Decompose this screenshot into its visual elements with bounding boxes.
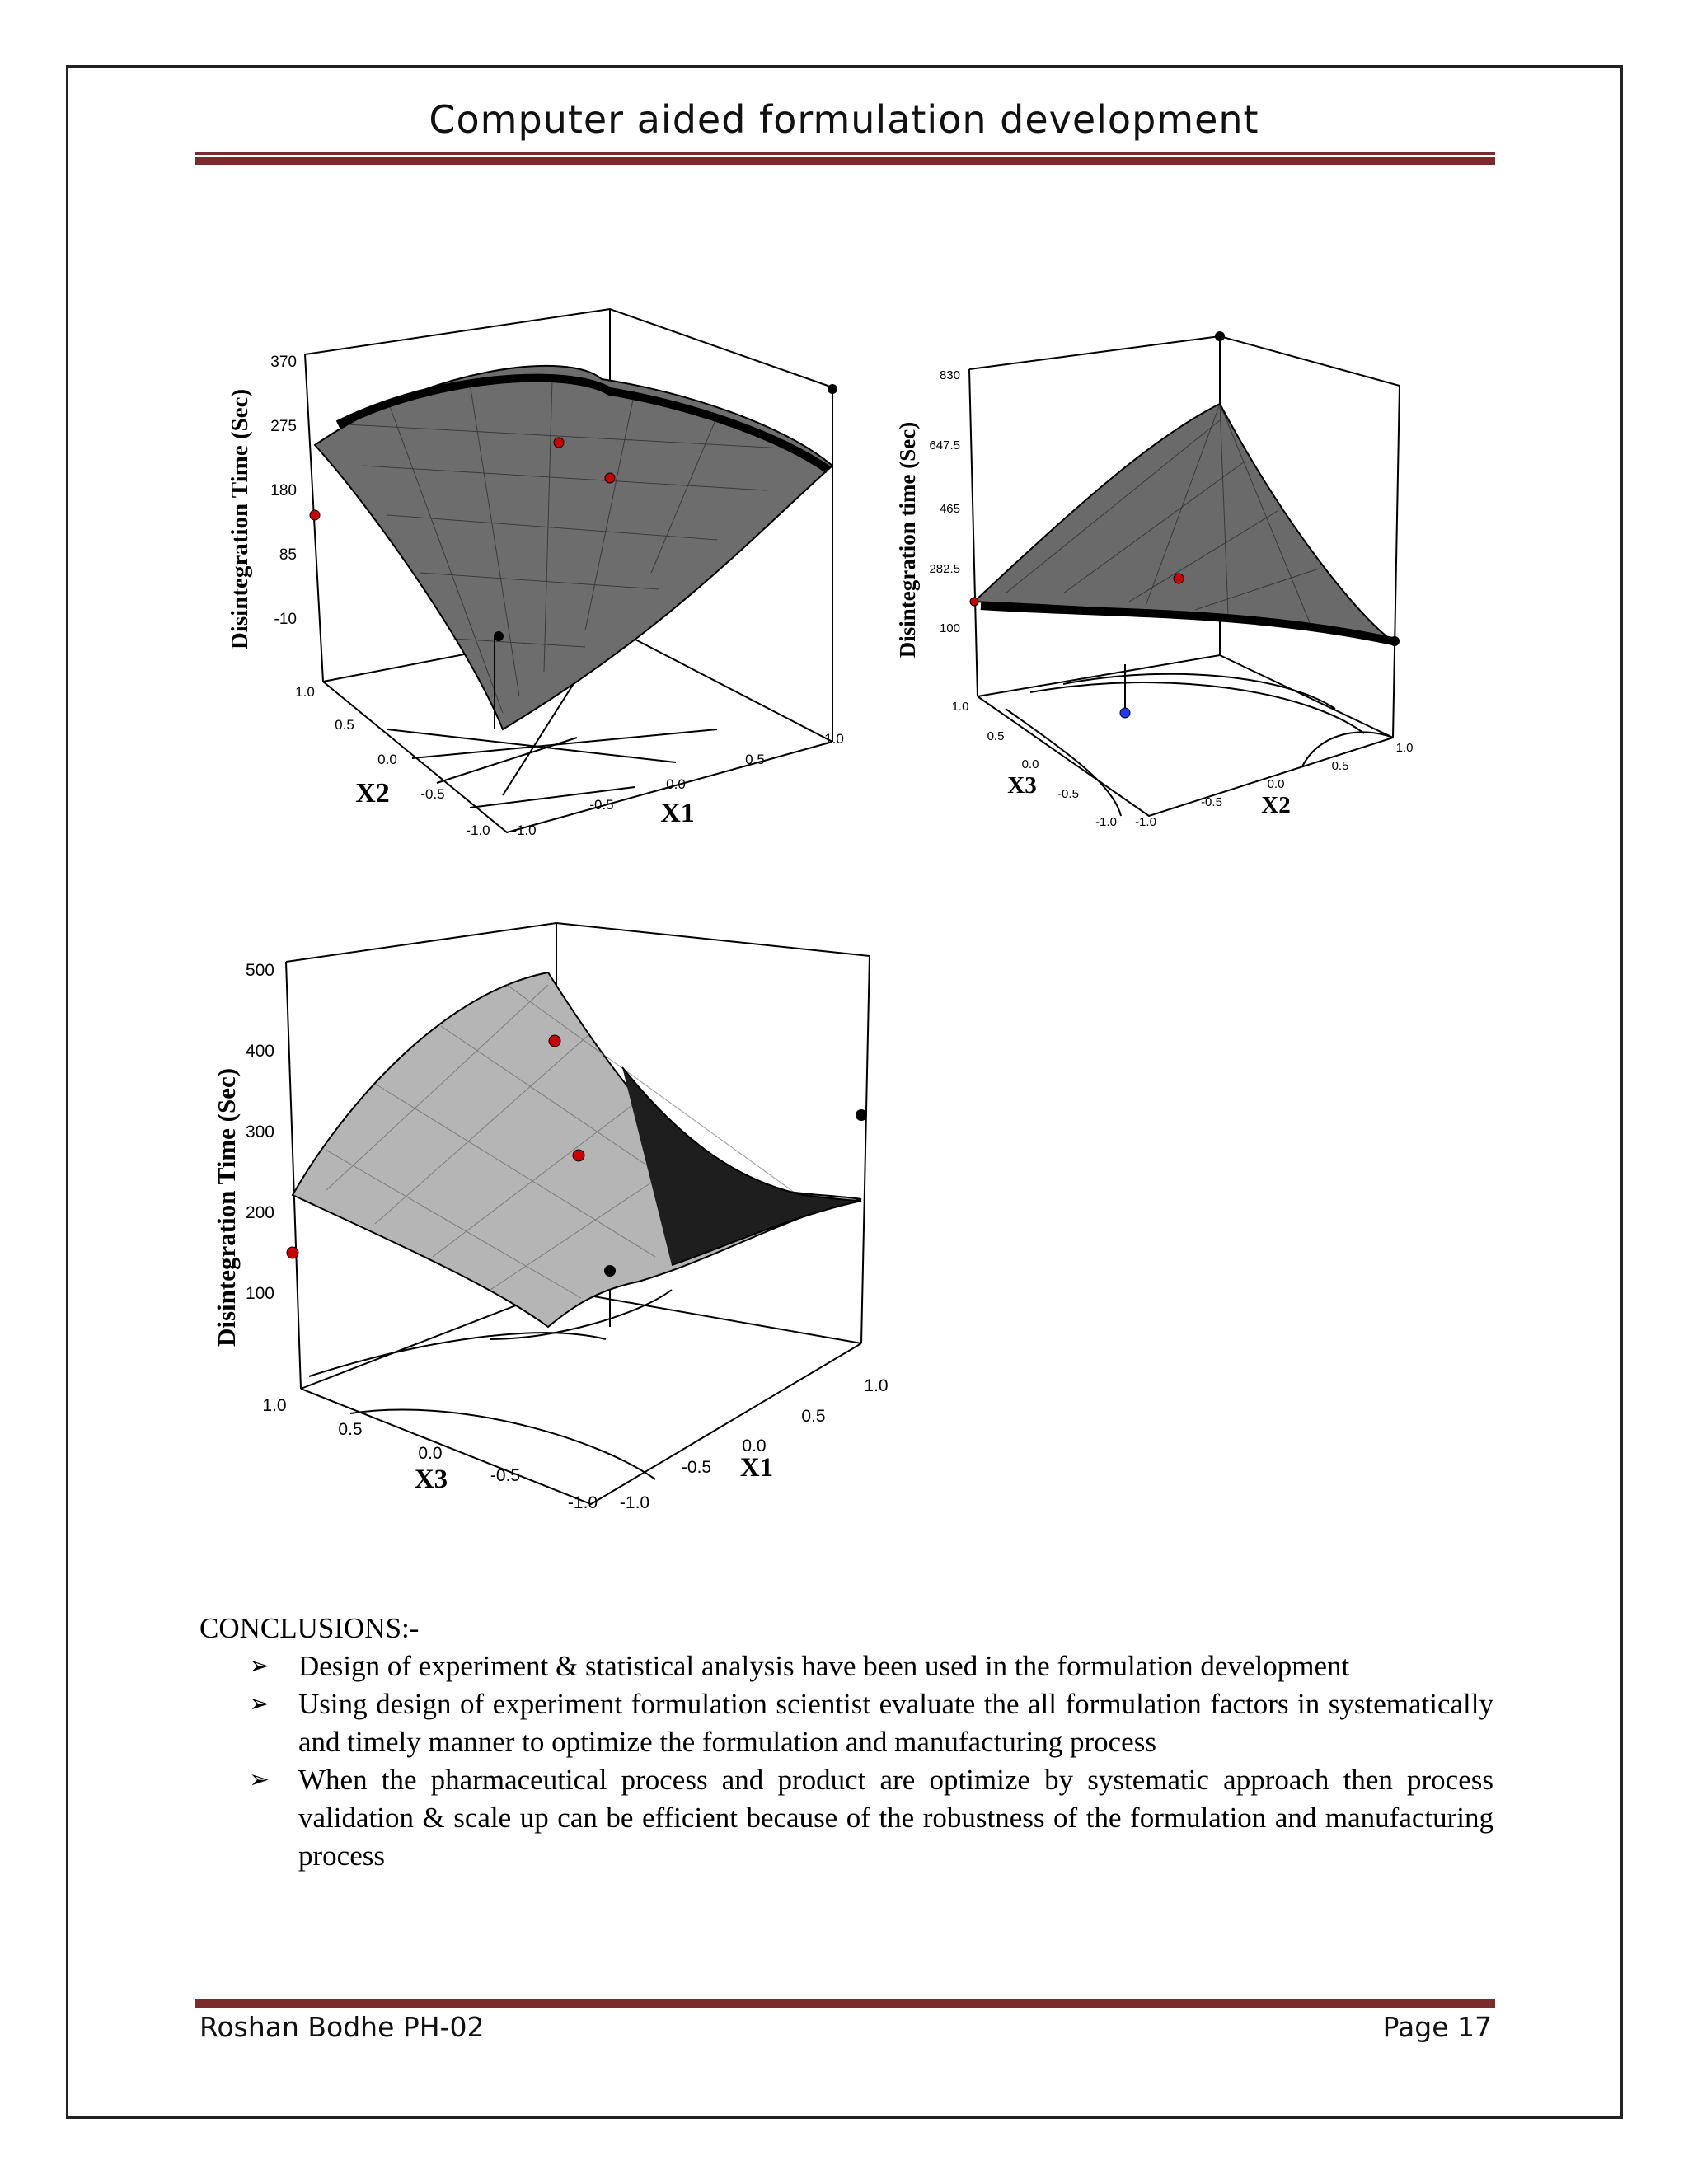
fig2-right-tick: 0.0 (1267, 777, 1285, 791)
fig3-left-tick: -0.5 (490, 1466, 521, 1485)
fig1-right-tick: 1.0 (824, 731, 844, 747)
fig2-z-axis-label: Disintegration time (Sec) (895, 421, 920, 658)
figure-3-canvas (210, 911, 911, 1529)
fig3-z-axis-label: Disintegration Time (Sec) (212, 1067, 241, 1347)
fig2-left-tick: 1.0 (951, 700, 969, 714)
fig1-z-tick: 275 (270, 418, 297, 435)
fig3-z-tick: 300 (245, 1122, 274, 1141)
arrow-bullet-icon: ➢ (249, 1765, 270, 1794)
conclusions-section (199, 1610, 1493, 1875)
fig3-right-tick: 0.5 (801, 1407, 826, 1426)
list-item-text: Design of experiment & statistical analysis have been used in the formulation development (298, 1650, 1350, 1682)
fig3-z-tick: 100 (245, 1284, 274, 1303)
fig2-right-tick: -1.0 (1135, 815, 1156, 829)
fig1-z-tick: 370 (270, 354, 297, 371)
fig2-right-tick: -0.5 (1201, 795, 1222, 809)
fig1-right-axis-label: X1 (660, 798, 695, 828)
fig2-right-tick: 0.5 (1331, 759, 1349, 773)
fig3-right-axis-label: X1 (739, 1453, 774, 1483)
fig1-left-tick: -0.5 (420, 786, 445, 802)
list-item-text: Using design of experiment formulation scientist evaluate the all formulation factors in systematically and timely manner to optimize the formulation and manufacturing process (298, 1688, 1493, 1758)
fig1-left-tick: 0.5 (335, 717, 354, 733)
fig2-z-tick: 830 (939, 368, 960, 382)
page-header-title: Computer aided formulation development (429, 97, 1259, 142)
arrow-bullet-icon: ➢ (249, 1652, 270, 1680)
footer-rule (195, 1996, 1495, 2008)
fig3-left-tick: 0.5 (338, 1420, 363, 1439)
fig3-right-tick: -0.5 (681, 1458, 712, 1477)
fig1-left-axis-label: X2 (355, 778, 390, 808)
figure-1-canvas (223, 301, 882, 853)
figure-2-canvas (895, 321, 1459, 849)
fig2-left-tick: 0.5 (987, 729, 1005, 743)
fig1-right-tick: 0.0 (666, 776, 686, 792)
fig2-left-axis-label: X3 (1007, 772, 1037, 799)
fig1-left-tick: 1.0 (295, 684, 315, 700)
fig1-right-tick: 0.5 (745, 752, 765, 767)
fig1-z-tick: -10 (274, 611, 297, 628)
fig2-z-tick: 647.5 (929, 438, 960, 452)
conclusions-list (199, 1647, 1493, 1875)
fig3-left-tick: 1.0 (262, 1396, 287, 1415)
footer-author: Roshan Bodhe PH-02 (199, 2011, 485, 2043)
header-rule (195, 152, 1495, 165)
figure-3-surface-plot (210, 911, 911, 1529)
footer-page-number: Page 17 (1382, 2011, 1492, 2043)
fig1-right-tick: -0.5 (589, 797, 614, 813)
fig1-left-tick: -1.0 (466, 823, 490, 838)
fig3-z-tick: 400 (245, 1042, 274, 1061)
fig3-z-tick: 200 (245, 1203, 274, 1222)
fig1-z-axis-label: Disintegration Time (Sec) (227, 388, 253, 650)
figure-1-surface-plot (223, 301, 882, 853)
fig2-z-tick: 100 (939, 621, 960, 635)
list-item-text: When the pharmaceutical process and product are optimize by systematic approach then process validation & scale up can be efficient because of the robustness of the formulation and manufacturing process (298, 1764, 1493, 1872)
fig3-left-axis-label: X3 (414, 1465, 448, 1494)
fig2-z-tick: 282.5 (929, 562, 960, 576)
fig3-left-tick: 0.0 (418, 1444, 443, 1463)
fig3-z-tick: 500 (245, 961, 274, 980)
fig1-z-tick: 180 (270, 482, 297, 499)
conclusions-heading: CONCLUSIONS:- (199, 1612, 420, 1644)
fig2-z-tick: 465 (939, 502, 960, 516)
fig1-left-tick: 0.0 (377, 752, 397, 767)
fig3-right-tick: 0.0 (742, 1436, 767, 1455)
fig3-right-tick: -1.0 (619, 1493, 650, 1512)
fig3-left-tick: -1.0 (567, 1493, 598, 1512)
list-item (199, 1685, 1493, 1761)
fig2-left-tick: -0.5 (1057, 787, 1079, 801)
fig2-right-tick: 1.0 (1395, 741, 1414, 755)
fig3-right-tick: 1.0 (864, 1376, 889, 1395)
list-item (199, 1761, 1493, 1875)
fig2-left-tick: -1.0 (1095, 815, 1117, 829)
fig1-z-tick: 85 (279, 546, 297, 564)
list-item (199, 1647, 1493, 1685)
fig1-right-tick: -1.0 (512, 823, 537, 838)
arrow-bullet-icon: ➢ (249, 1690, 270, 1718)
fig2-left-tick: 0.0 (1021, 757, 1039, 771)
fig2-right-axis-label: X2 (1261, 792, 1291, 818)
figure-2-surface-plot (895, 321, 1459, 849)
